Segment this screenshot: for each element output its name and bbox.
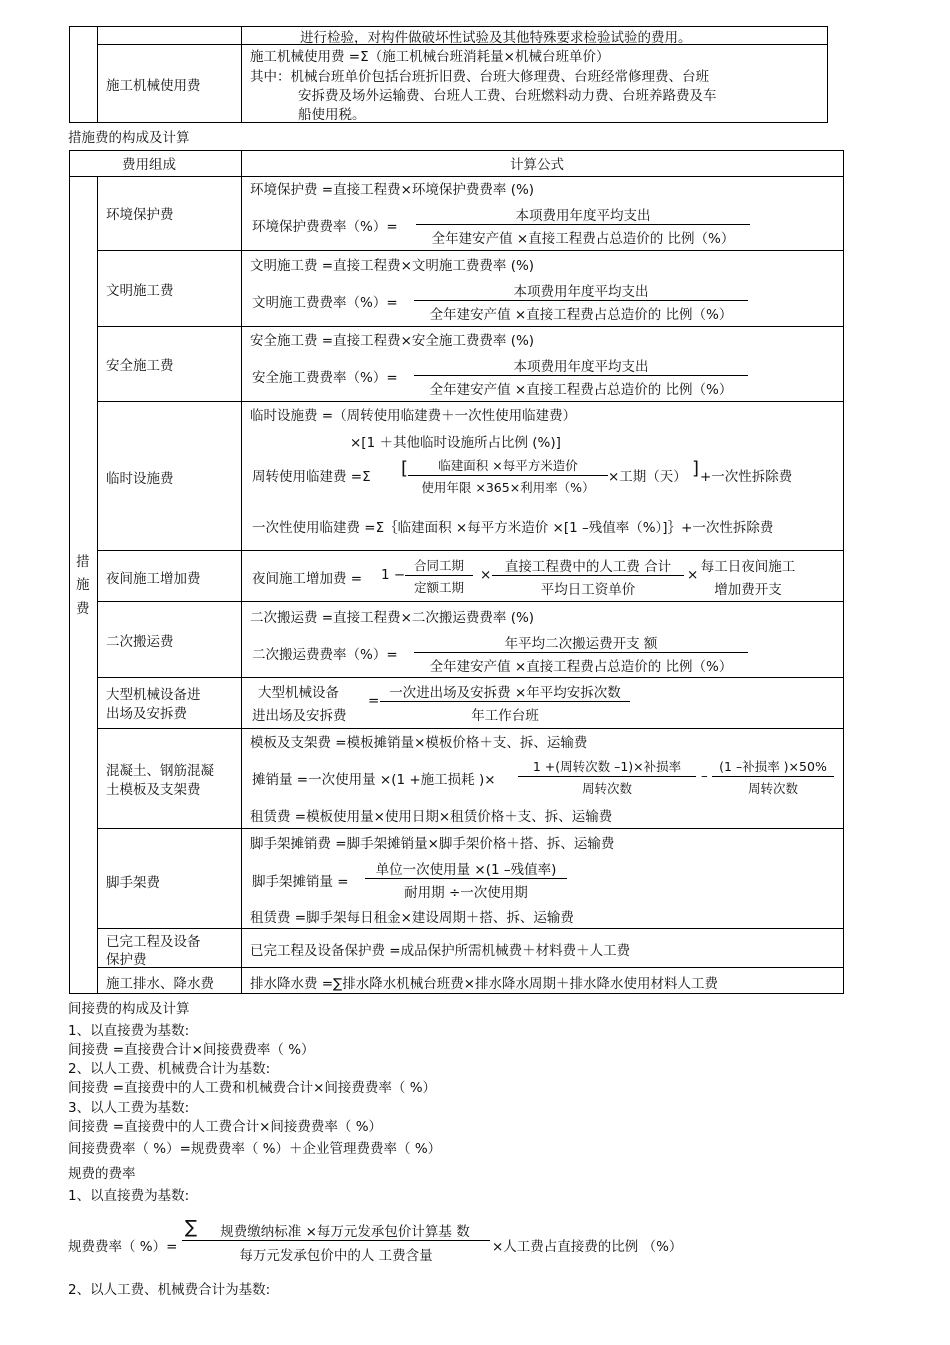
indirect-basis: 2、以人工费、机械费合计为基数: — [68, 1061, 271, 1077]
night-b-denominator: 平均日工资单价 — [540, 582, 636, 598]
measures-title: 措施费的构成及计算 — [68, 130, 190, 146]
row-name-drain: 施工排水、降水费 — [106, 976, 214, 992]
bracket-left: [ — [401, 458, 409, 479]
night-label: 夜间施工增加费 = — [252, 571, 363, 587]
scaffold-rent: 租赁费 =脚手架每日租金×建设周期＋搭、拆、运输费 — [250, 910, 574, 926]
safety-rate-label: 安全施工费费率（%）= — [252, 370, 398, 386]
machinery-desc: 其中：机械台班单价包括台班折旧费、台班大修理费、台班经常修理费、台班 — [250, 69, 709, 85]
night-b-numerator: 直接工程费中的人工费 合计 — [504, 559, 672, 575]
fees-denominator: 每万元发承包价中的人 工费含量 — [239, 1248, 433, 1264]
indirect-title: 间接费的构成及计算 — [68, 1001, 190, 1017]
night-paren-one: 1 − — [381, 567, 406, 583]
row-name-protect: 已完工程及设备 — [106, 934, 201, 950]
minus-sign: – — [701, 768, 708, 784]
temp-formula-2: ×[1 ＋其他临时设施所占比例 (%)] — [350, 435, 561, 451]
env-rate-label: 环境保护费费率（%）= — [252, 219, 398, 235]
times-sign: × — [480, 567, 492, 583]
fees-basis: 1、以直接费为基数: — [68, 1188, 190, 1204]
row-name-civil: 文明施工费 — [106, 283, 174, 299]
row-name-large: 出场及安拆费 — [106, 706, 187, 722]
turn-denominator: 使用年限 ×365×利用率（%） — [421, 480, 595, 495]
formwork-n2-denominator: 周转次数 — [747, 781, 798, 796]
indirect-formula: 间接费 =直接费合计×间接费费率（ %） — [68, 1042, 315, 1058]
category-char: 费 — [76, 601, 90, 617]
civil-formula: 文明施工费 =直接工程费×文明施工费费率 (%) — [250, 258, 535, 274]
large-denominator: 年工作台班 — [471, 708, 539, 724]
move-formula: 二次搬运费 =直接工程费×二次搬运费费率 (%) — [250, 610, 535, 626]
large-numerator: 一次进出场及安拆费 ×年平均安拆次数 — [389, 685, 621, 701]
row-name-formwork: 土模板及支架费 — [106, 782, 201, 798]
large-label: 大型机械设备 — [258, 685, 339, 701]
protect-formula: 已完工程及设备保护费 =成品保护所需机械费＋材料费＋人工费 — [250, 943, 631, 959]
scaffold-amort-label: 脚手架摊销量 = — [252, 874, 349, 890]
move-denominator: 全年建安产值 ×直接工程费占总造价的 比例（%） — [429, 659, 733, 675]
temp-formula: 临时设施费 =（周转使用临建费＋一次性使用临建费） — [250, 408, 577, 424]
category-char: 措 — [76, 554, 90, 570]
category-char: 施 — [76, 577, 90, 593]
row-name-move: 二次搬运费 — [106, 634, 174, 650]
row-name-temp: 临时设施费 — [106, 471, 174, 487]
bracket-right: ] — [692, 458, 700, 479]
row-name-large: 大型机械设备进 — [106, 687, 201, 703]
indirect-basis: 3、以人工费为基数: — [68, 1100, 190, 1116]
turn-tail: ×工期（天） — [608, 469, 687, 485]
scaffold-denominator: 耐用期 ÷一次使用期 — [404, 885, 528, 901]
row-name-env: 环境保护费 — [106, 207, 174, 223]
fees-numerator: 规费缴纳标准 ×每万元发承包价计算基 数 — [220, 1224, 470, 1240]
safety-formula: 安全施工费 =直接工程费×安全施工费费率 (%) — [250, 333, 535, 349]
move-numerator: 年平均二次搬运费开支 额 — [504, 636, 658, 652]
machinery-name: 施工机械使用费 — [106, 78, 201, 94]
civil-denominator: 全年建安产值 ×直接工程费占总造价的 比例（%） — [429, 307, 733, 323]
indirect-rate-formula: 间接费费率（ %）=规费费率（ %）＋企业管理费费率（ %） — [68, 1141, 442, 1157]
fees-tail: ×人工费占直接费的比例 （%） — [492, 1239, 683, 1255]
header-formula: 计算公式 — [510, 157, 564, 173]
sum-sign: ∑ — [185, 1217, 198, 1238]
row-name-formwork: 混凝土、钢筋混凝 — [106, 763, 214, 779]
row-name-night: 夜间施工增加费 — [106, 571, 201, 587]
formwork-n1-numerator: 1 +(周转次数 –1)×补损率 — [532, 759, 682, 774]
night-c-denominator: 增加费开支 — [714, 582, 782, 598]
fees-rate-label: 规费费率（ %）= — [68, 1239, 178, 1255]
formwork-amort-label: 摊销量 =一次使用量 ×(1 +施工损耗 )× — [252, 772, 496, 788]
turn-end: +一次性拆除费 — [700, 469, 793, 485]
cont-text: 进行检验，对构件做破坏性试验及其他特殊要求检验试验的费用。 — [300, 30, 692, 46]
safety-denominator: 全年建安产值 ×直接工程费占总造价的 比例（%） — [429, 382, 733, 398]
night-a-denominator: 定额工期 — [413, 580, 464, 595]
indirect-basis: 1、以直接费为基数: — [68, 1023, 190, 1039]
civil-rate-label: 文明施工费费率（%）= — [252, 295, 398, 311]
row-name-safety: 安全施工费 — [106, 358, 174, 374]
night-c-numerator: 每工日夜间施工 — [700, 559, 796, 575]
turn-label: 周转使用临建费 =Σ — [252, 469, 371, 485]
machinery-formula: 施工机械使用费 =Σ（施工机械台班消耗量×机械台班单价） — [250, 49, 610, 65]
env-denominator: 全年建安产值 ×直接工程费占总造价的 比例（%） — [431, 231, 735, 247]
machinery-desc: 船使用税。 — [298, 107, 366, 123]
large-label: 进出场及安拆费 — [252, 708, 347, 724]
env-numerator: 本项费用年度平均支出 — [515, 208, 651, 224]
formwork-rent: 租赁费 =模板使用量×使用日期×租赁价格＋支、拆、运输费 — [250, 809, 613, 825]
formwork-formula: 模板及支架费 =模板摊销量×模板价格＋支、拆、运输费 — [250, 735, 588, 751]
turn-numerator: 临建面积 ×每平方米造价 — [438, 458, 578, 473]
env-formula: 环境保护费 =直接工程费×环境保护费费率 (%) — [250, 182, 535, 198]
scaffold-numerator: 单位一次使用量 ×(1 –残值率) — [375, 862, 557, 878]
formwork-n2-numerator: (1 –补损率 )×50% — [719, 759, 827, 774]
scaffold-formula: 脚手架摊销费 =脚手架摊销量×脚手架价格＋搭、拆、运输费 — [250, 836, 615, 852]
indirect-formula: 间接费 =直接费中的人工费合计×间接费费率（ %） — [68, 1119, 383, 1135]
machinery-desc: 安拆费及场外运输费、台班人工费、台班燃料动力费、台班养路费及车 — [298, 88, 717, 104]
move-rate-label: 二次搬运费费率（%）= — [252, 647, 398, 663]
times-sign: × — [687, 567, 699, 583]
fees-basis: 2、以人工费、机械费合计为基数: — [68, 1282, 271, 1298]
once-formula: 一次性使用临建费 =Σ｛临建面积 ×每平方米造价 ×[1 –残值率（%）]｝+一次性拆除费 — [252, 520, 774, 536]
safety-numerator: 本项费用年度平均支出 — [513, 359, 649, 375]
row-name-protect: 保护费 — [106, 952, 147, 968]
formwork-n1-denominator: 周转次数 — [581, 781, 632, 796]
equals-sign: = — [368, 693, 380, 709]
civil-numerator: 本项费用年度平均支出 — [513, 284, 649, 300]
fees-title: 规费的费率 — [68, 1166, 136, 1182]
header-cost-composition: 费用组成 — [122, 157, 176, 173]
indirect-formula: 间接费 =直接费中的人工费和机械费合计×间接费费率（ %） — [68, 1080, 437, 1096]
row-name-scaffold: 脚手架费 — [106, 875, 160, 891]
drain-formula: 排水降水费 =∑排水降水机械台班费×排水降水周期＋排水降水使用材料人工费 — [250, 976, 719, 992]
night-a-numerator: 合同工期 — [413, 558, 464, 573]
